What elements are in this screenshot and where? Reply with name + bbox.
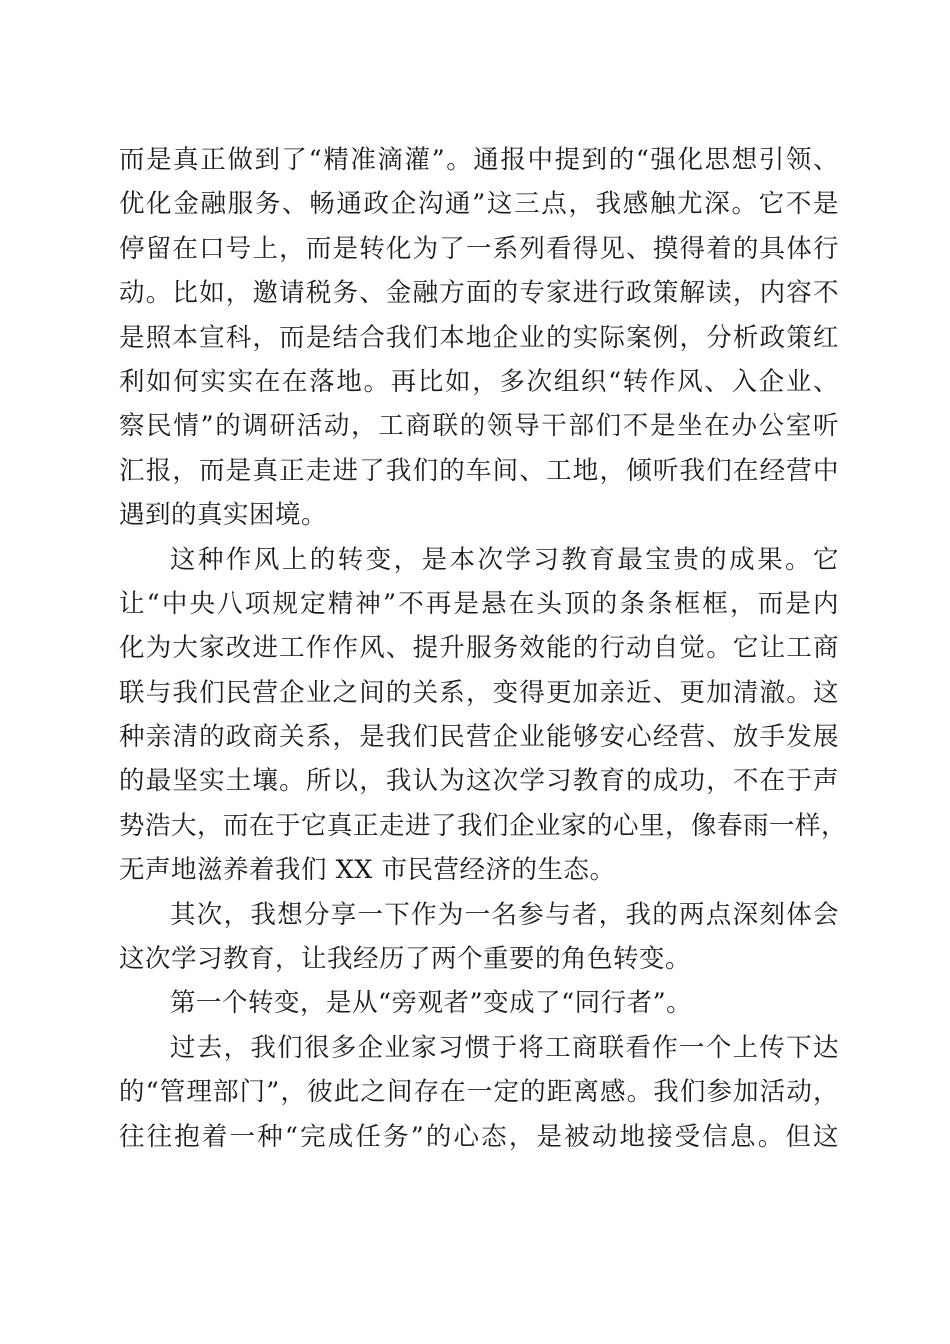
- text-line: 察民情”的调研活动，工商联的领导干部们不是坐在办公室听: [119, 411, 839, 442]
- text-line: 势浩大，而在于它真正走进了我们企业家的心里，像春雨一样，: [119, 810, 848, 841]
- text-line: 的最坚实土壤。所以，我认为这次学习教育的成功，不在于声: [119, 766, 839, 797]
- text-line: 这次学习教育，让我经历了两个重要的角色转变。: [119, 944, 692, 975]
- text-line: 让“中央八项规定精神”不再是悬在头顶的条条框框，而是内: [119, 588, 839, 619]
- text-line: 无声地滋养着我们 XX 市民营经济的生态。: [119, 855, 616, 886]
- body-text: [119, 138, 848, 1159]
- text-line: 第一个转变，是从“旁观者”变成了“同行者”。: [170, 988, 693, 1019]
- text-line: 遇到的真实困境。: [119, 500, 328, 531]
- text-line: 的“管理部门”，彼此之间存在一定的距离感。我们参加活动，: [119, 1077, 839, 1108]
- text-line: 种亲清的政商关系，是我们民营企业能够安心经营、放手发展: [119, 722, 839, 753]
- text-line: 汇报，而是真正走进了我们的车间、工地，倾听我们在经营中: [119, 455, 839, 486]
- text-line: 优化金融服务、畅通政企沟通”这三点，我感触尤深。它不是: [119, 189, 839, 220]
- text-line: 而是真正做到了“精准滴灌”。通报中提到的“强化思想引领、: [119, 145, 839, 175]
- text-line: 过去，我们很多企业家习惯于将工商联看作一个上传下达: [170, 1032, 839, 1063]
- text-line: 是照本宣科，而是结合我们本地企业的实际案例，分析政策红: [119, 322, 839, 353]
- text-line: 往往抱着一种“完成任务”的心态，是被动地接受信息。但这: [119, 1121, 839, 1152]
- text-line: 化为大家改进工作作风、提升服务效能的行动自觉。它让工商: [119, 633, 839, 664]
- text-line: 其次，我想分享一下作为一名参与者，我的两点深刻体会: [170, 899, 839, 930]
- text-line: 利如何实实在在落地。再比如，多次组织“转作风、入企业、: [119, 366, 839, 397]
- text-line: 这种作风上的转变，是本次学习教育最宝贵的成果。它: [170, 544, 839, 575]
- text-line: 动。比如，邀请税务、金融方面的专家进行政策解读，内容不: [119, 278, 839, 309]
- text-line: 联与我们民营企业之间的关系，变得更加亲近、更加清澈。这: [119, 677, 839, 708]
- text-line: 停留在口号上，而是转化为了一系列看得见、摸得着的具体行: [119, 233, 839, 264]
